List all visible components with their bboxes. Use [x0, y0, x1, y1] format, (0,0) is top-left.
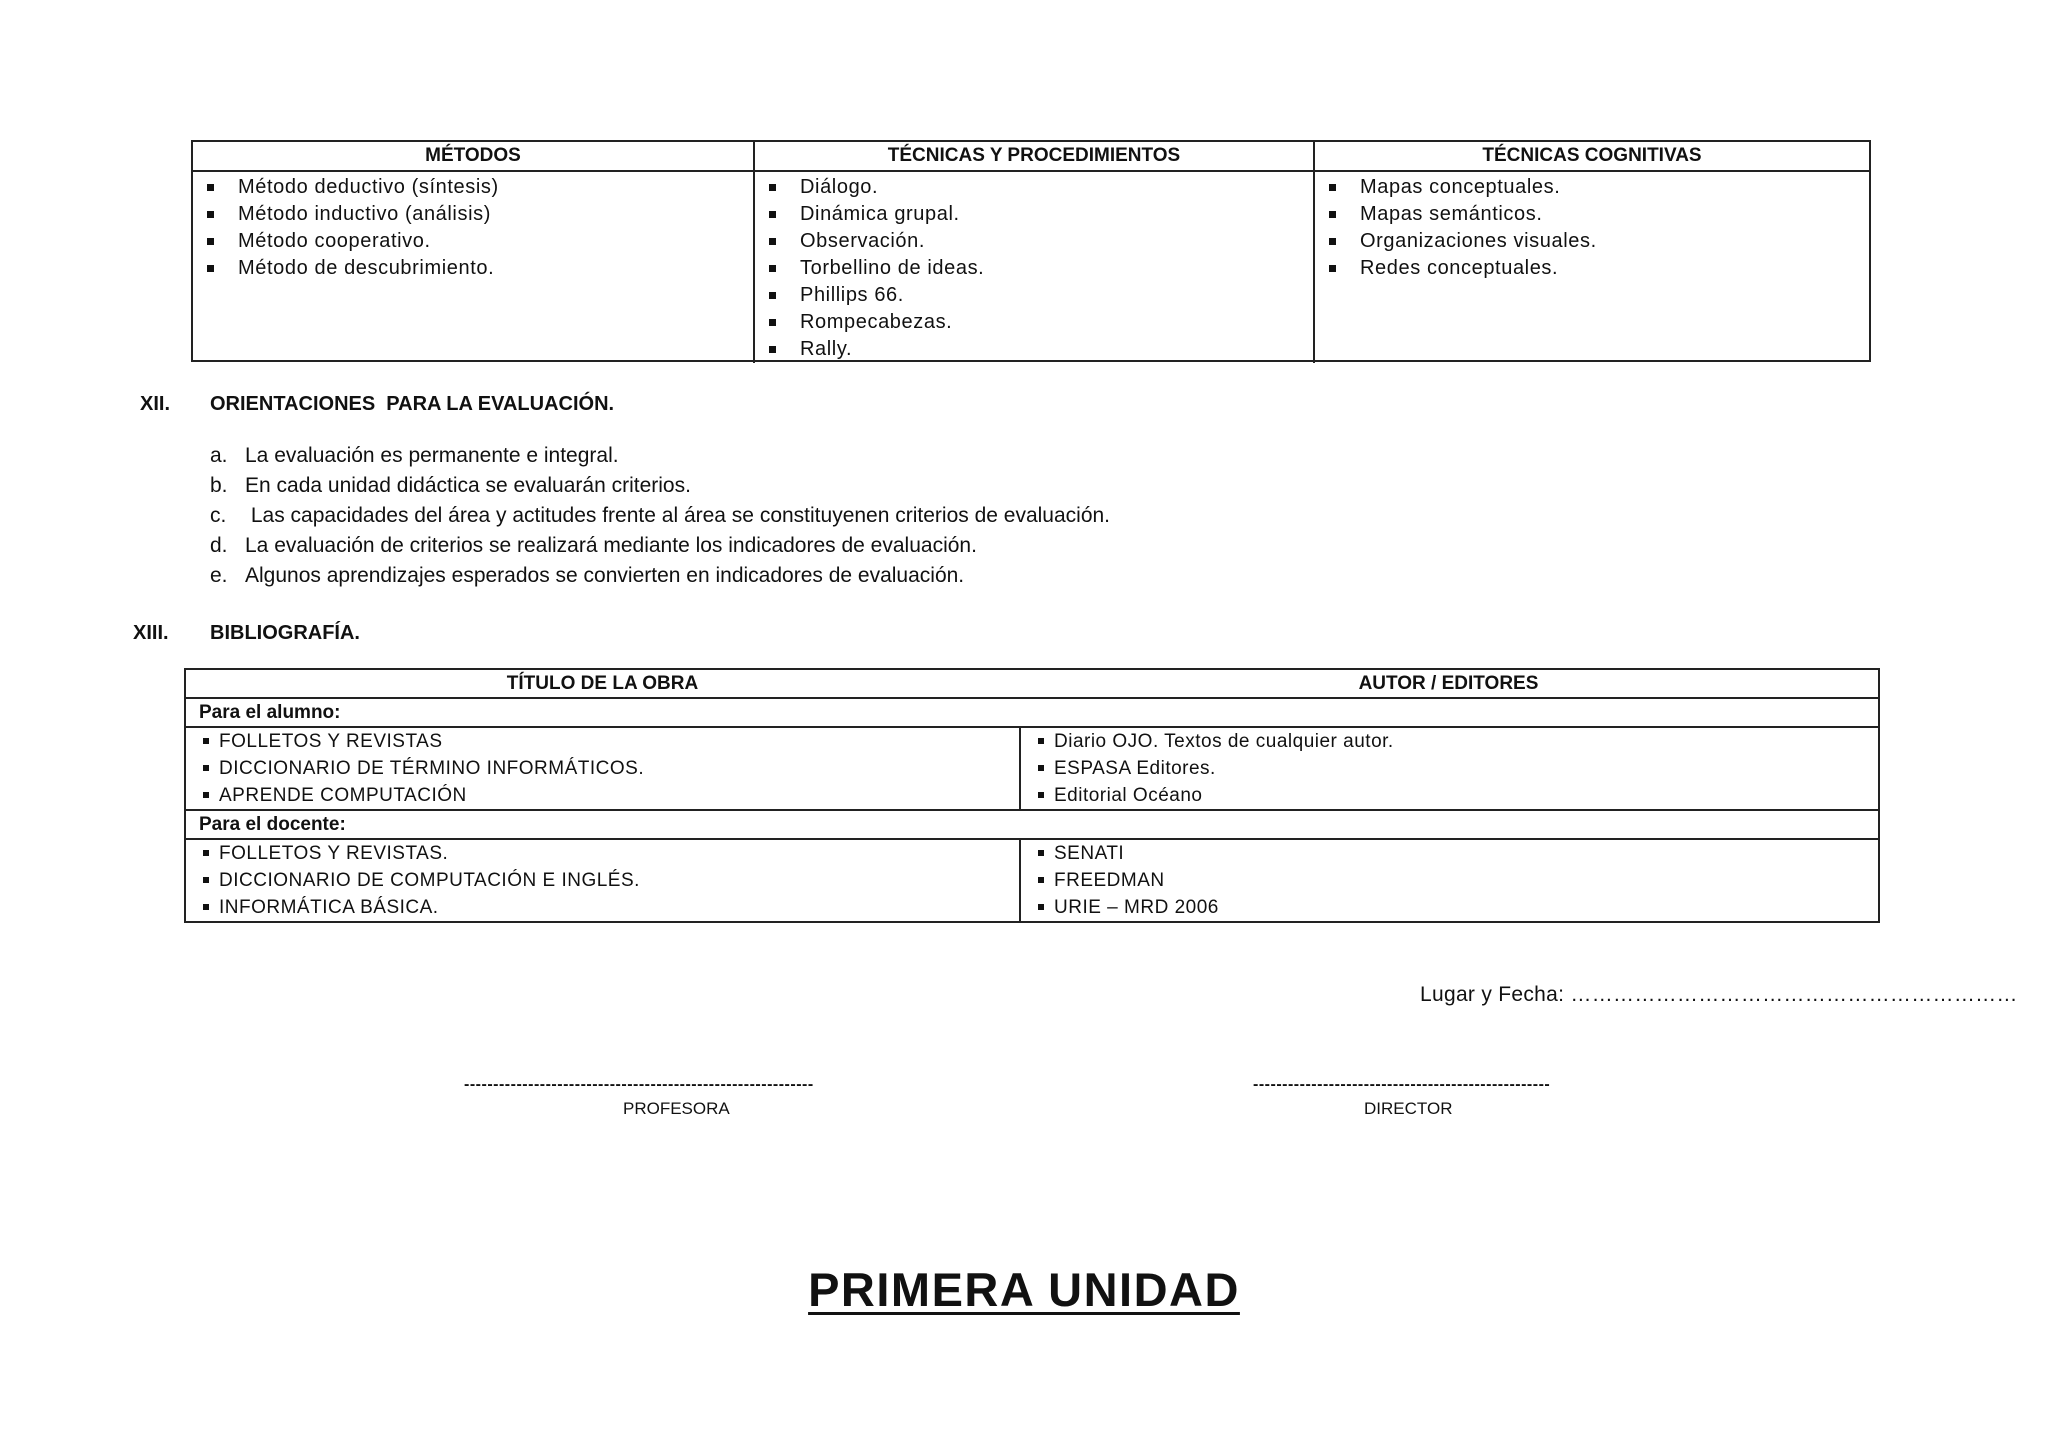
list-item: Método cooperativo. — [193, 228, 753, 255]
unit-title-text: PRIMERA UNIDAD — [808, 1263, 1240, 1316]
header-titulo-obra: TÍTULO DE LA OBRA — [506, 672, 699, 694]
tecnicas-list — [755, 174, 1313, 363]
section-xii-number: XII. — [140, 393, 171, 415]
bullet-icon — [1038, 904, 1044, 910]
list-item: INFORMÁTICA BÁSICA. — [186, 894, 1019, 921]
cognitivas-list — [1315, 174, 1869, 282]
alumno-authors-list — [1021, 728, 1878, 809]
bullet-icon — [203, 904, 209, 910]
metodos-list — [193, 174, 753, 282]
director-label: DIRECTOR — [1364, 1099, 1453, 1118]
list-item: e. Algunos aprendizajes esperados se convierten en indicadores de evaluación. — [210, 564, 965, 587]
list-item: Diálogo. — [755, 174, 1313, 201]
list-item: FREEDMAN — [1021, 867, 1878, 894]
bibliography-table — [184, 668, 1880, 923]
list-item: ESPASA Editores. — [1021, 755, 1878, 782]
bullet-icon — [769, 346, 776, 353]
bullet-icon — [203, 765, 209, 771]
alumno-authors-cell — [1019, 728, 1878, 809]
place-date-field: Lugar y Fecha: ……………………………………………………… — [1420, 983, 2018, 1006]
list-item: APRENDE COMPUTACIÓN — [186, 782, 1019, 809]
header-tecnicas-procedimientos: TÉCNICAS Y PROCEDIMIENTOS — [753, 142, 1313, 172]
group-docente-label: Para el docente: — [186, 811, 1878, 840]
section-xiii-number: XIII. — [133, 622, 169, 644]
header-tecnicas-cognitivas: TÉCNICAS COGNITIVAS — [1313, 142, 1869, 172]
list-item: Redes conceptuales. — [1315, 255, 1869, 282]
header-autor-editores: AUTOR / EDITORES — [1358, 672, 1539, 694]
header-metodos: MÉTODOS — [193, 142, 753, 172]
section-xiii-title: BIBLIOGRAFÍA. — [210, 622, 360, 644]
bullet-icon — [1329, 184, 1336, 191]
bullet-icon — [1329, 211, 1336, 218]
bullet-icon — [1329, 238, 1336, 245]
bullet-icon — [769, 319, 776, 326]
group-alumno-label: Para el alumno: — [186, 699, 1878, 728]
tecnicas-cell — [753, 172, 1313, 363]
list-item: Método inductivo (análisis) — [193, 201, 753, 228]
bullet-icon — [1038, 738, 1044, 744]
list-item: Mapas semánticos. — [1315, 201, 1869, 228]
list-item: d. La evaluación de criterios se realizará mediante los indicadores de evaluación. — [210, 534, 977, 557]
bullet-icon — [207, 265, 214, 272]
cognitivas-cell — [1313, 172, 1869, 363]
list-item: Mapas conceptuales. — [1315, 174, 1869, 201]
director-signature-line: --------------------------------------------------- — [1253, 1076, 1551, 1093]
unit-title — [0, 1262, 2048, 1317]
bullet-icon — [203, 738, 209, 744]
docente-titles-cell — [186, 840, 1019, 921]
list-item: Torbellino de ideas. — [755, 255, 1313, 282]
alumno-rows — [186, 728, 1878, 811]
docente-rows — [186, 840, 1878, 921]
bullet-icon — [1038, 877, 1044, 883]
profesora-label: PROFESORA — [623, 1099, 730, 1118]
list-item: DICCIONARIO DE COMPUTACIÓN E INGLÉS. — [186, 867, 1019, 894]
list-item: Método deductivo (síntesis) — [193, 174, 753, 201]
list-item: URIE – MRD 2006 — [1021, 894, 1878, 921]
bullet-icon — [203, 792, 209, 798]
section-xii-title: ORIENTACIONES PARA LA EVALUACIÓN. — [210, 393, 615, 415]
bullet-icon — [1329, 265, 1336, 272]
list-item: Rally. — [755, 336, 1313, 363]
list-item: a. La evaluación es permanente e integral. — [210, 444, 619, 467]
docente-titles-list — [186, 840, 1019, 921]
bullet-icon — [1038, 765, 1044, 771]
list-item: DICCIONARIO DE TÉRMINO INFORMÁTICOS. — [186, 755, 1019, 782]
bullet-icon — [769, 265, 776, 272]
list-item: Phillips 66. — [755, 282, 1313, 309]
list-item: Diario OJO. Textos de cualquier autor. — [1021, 728, 1878, 755]
docente-authors-list — [1021, 840, 1878, 921]
profesora-signature-line: ------------------------------------------------------------ — [464, 1076, 814, 1093]
bullet-icon — [769, 211, 776, 218]
alumno-titles-list — [186, 728, 1019, 809]
list-item: b. En cada unidad didáctica se evaluarán criterios. — [210, 474, 691, 497]
list-item: FOLLETOS Y REVISTAS — [186, 728, 1019, 755]
list-item: Dinámica grupal. — [755, 201, 1313, 228]
bullet-icon — [769, 184, 776, 191]
alumno-titles-cell — [186, 728, 1019, 809]
list-item: c. Las capacidades del área y actitudes frente al área se constituyenen criterios de evaluación. — [210, 504, 1111, 527]
bibliography-header-row — [186, 670, 1878, 699]
bullet-icon — [207, 211, 214, 218]
evaluation-list — [210, 441, 1710, 591]
list-item: FOLLETOS Y REVISTAS. — [186, 840, 1019, 867]
list-item: Organizaciones visuales. — [1315, 228, 1869, 255]
list-item: Método de descubrimiento. — [193, 255, 753, 282]
bullet-icon — [207, 238, 214, 245]
metodos-cell — [193, 172, 753, 363]
list-item: Observación. — [755, 228, 1313, 255]
bullet-icon — [1038, 850, 1044, 856]
bullet-icon — [769, 238, 776, 245]
list-item: SENATI — [1021, 840, 1878, 867]
docente-authors-cell — [1019, 840, 1878, 921]
list-item: Editorial Océano — [1021, 782, 1878, 809]
bullet-icon — [1038, 792, 1044, 798]
bullet-icon — [207, 184, 214, 191]
bullet-icon — [203, 877, 209, 883]
list-item: Rompecabezas. — [755, 309, 1313, 336]
methods-table — [191, 140, 1871, 362]
bullet-icon — [203, 850, 209, 856]
bullet-icon — [769, 292, 776, 299]
